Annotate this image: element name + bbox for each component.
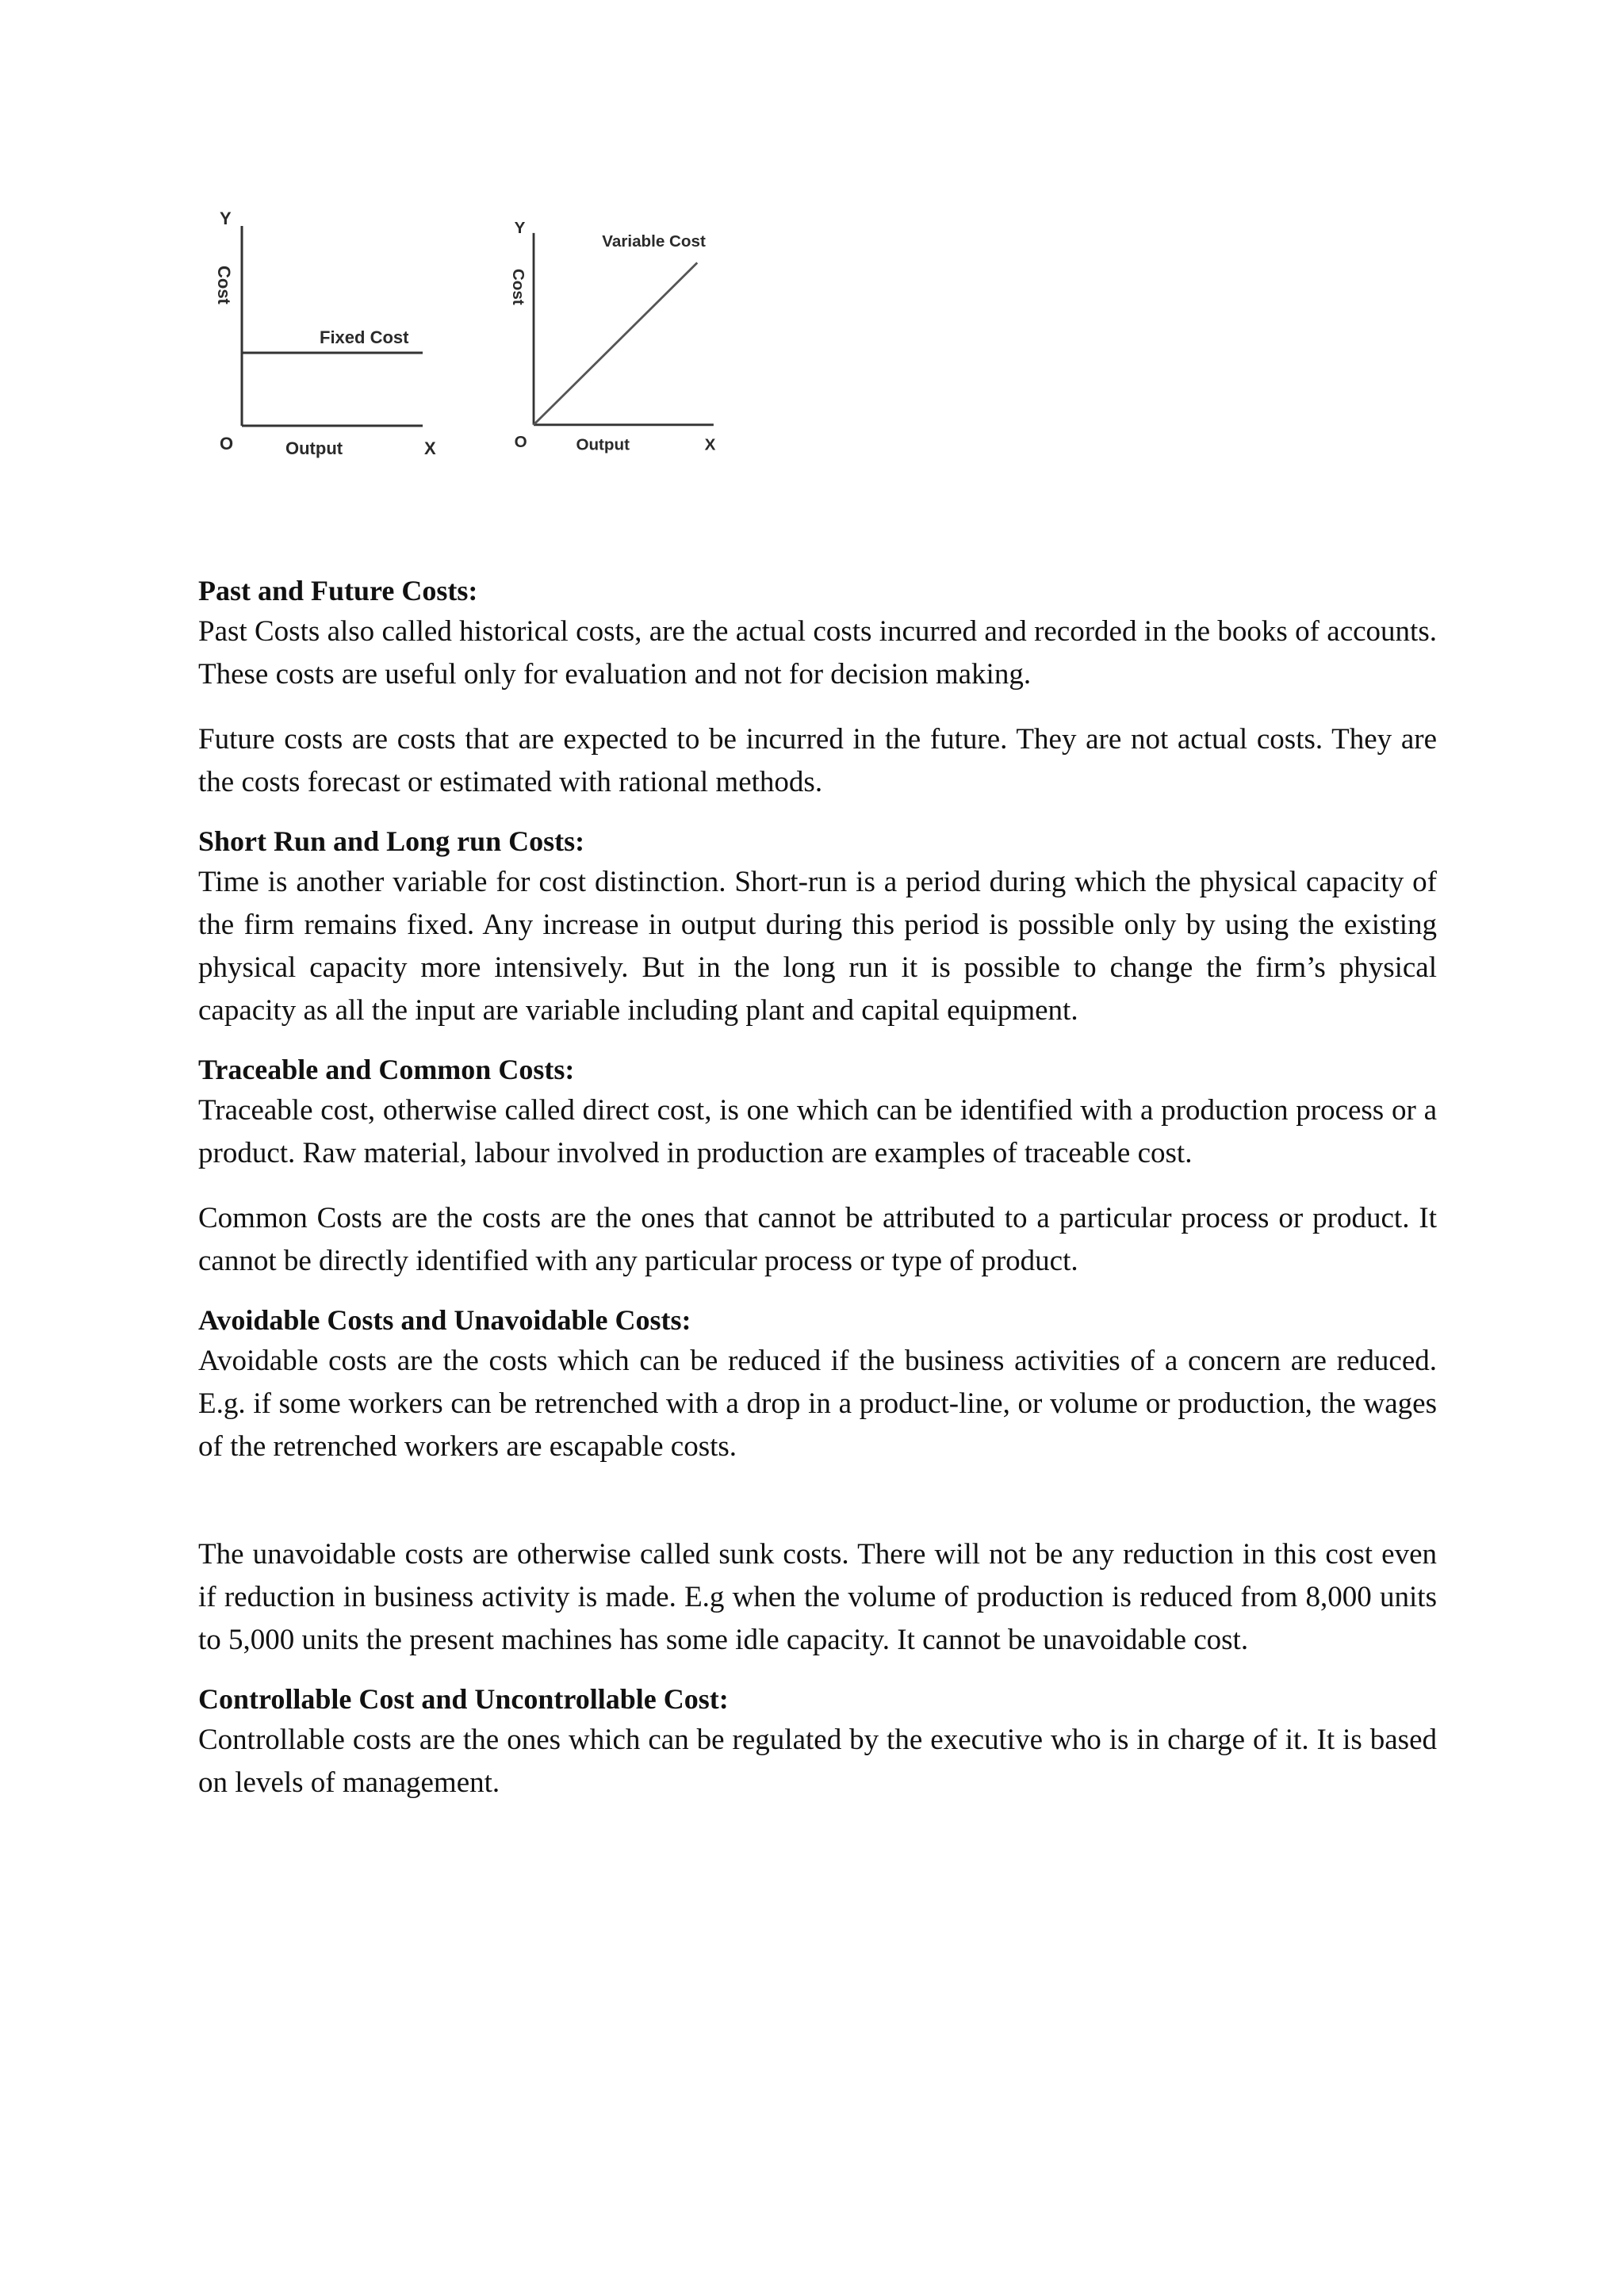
paragraph: Avoidable costs are the costs which can be reduced if the business activities of a concern are reduced. E.g. if some workers can be retrenched with a drop in a product-line, or volume or production, the wages of the retrenched workers are escapable costs. [198, 1345, 1437, 1463]
paragraph: Past Costs also called historical costs, are the actual costs incurred and recorded in the books of accounts. These costs are useful only for evaluation and not for decision making. [198, 615, 1437, 691]
section-traceable-common [198, 1050, 1437, 1283]
section-heading: Traceable and Common Costs: [198, 1054, 575, 1085]
paragraph: Controllable costs are the ones which can be regulated by the executive who is in charge of it. It is based on levels of management. [198, 1724, 1437, 1799]
origin-label: O [220, 434, 234, 453]
variable-cost-line [534, 262, 697, 424]
fixed-cost-label: Fixed Cost [320, 327, 409, 347]
x-axis-letter: X [704, 435, 716, 454]
paragraph: Future costs are costs that are expected to be incurred in the future. They are not actual costs. They are the costs forecast or estimated with rational methods. [198, 723, 1437, 798]
y-axis-label: Cost [508, 268, 527, 305]
variable-cost-diagram-svg [498, 202, 736, 476]
section-past-future [198, 571, 1437, 804]
y-axis-letter: Y [220, 209, 232, 228]
section-heading: Past and Future Costs: [198, 575, 478, 607]
paragraph: The unavoidable costs are otherwise called sunk costs. There will not be any reduction in this cost even if reduction in business activity is made. E.g when the volume of production is reduced from 8,000 units to 5,000 units the present machines has some idle capacity. It cannot be unavoidable cost. [198, 1538, 1437, 1656]
variable-cost-label: Variable Cost [602, 232, 706, 251]
variable-cost-diagram [498, 202, 736, 476]
paragraph: Traceable cost, otherwise called direct cost, is one which can be identified with a production process or a product. Raw material, labour involved in production are examples of traceable cost. [198, 1094, 1437, 1169]
x-axis-label: Output [576, 435, 630, 454]
paragraph: Time is another variable for cost distinction. Short-run is a period during which the physical capacity of the firm remains fixed. Any increase in output during this period is possible only by using the existing physical capacity more intensively. But in the long run it is possible to change the firm’s physical capacity as all the input are variable including plant and capital equipment. [198, 866, 1437, 1027]
fixed-cost-diagram [202, 202, 440, 476]
y-axis-letter: Y [514, 218, 526, 237]
paragraph: Common Costs are the costs are the ones that cannot be attributed to a particular process or product. It cannot be directly identified with any particular process or type of product. [198, 1202, 1437, 1277]
fixed-cost-diagram-svg [202, 202, 440, 476]
origin-label: O [514, 432, 527, 451]
section-heading: Short Run and Long run Costs: [198, 825, 585, 857]
x-axis-letter: X [424, 438, 436, 458]
section-short-long-run [198, 821, 1437, 1032]
y-axis-label: Cost [214, 266, 234, 304]
section-heading: Controllable Cost and Uncontrollable Cost: [198, 1683, 729, 1715]
section-avoidable-unavoidable [198, 1300, 1437, 1662]
section-controllable [198, 1679, 1437, 1804]
section-heading: Avoidable Costs and Unavoidable Costs: [198, 1304, 691, 1336]
x-axis-label: Output [285, 438, 343, 458]
document-body [198, 571, 1437, 1804]
